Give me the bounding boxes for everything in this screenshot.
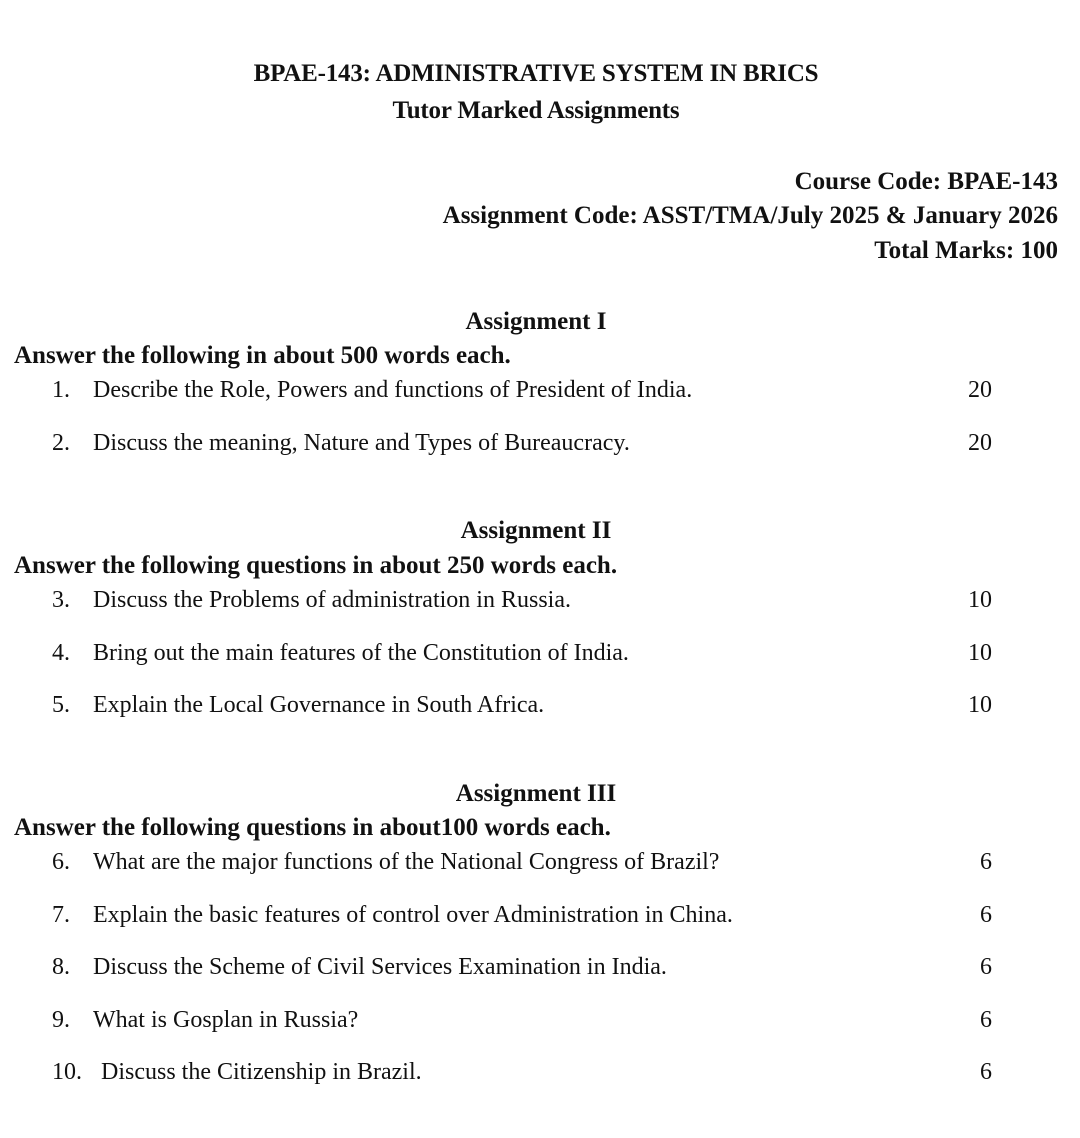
question-marks: 6 — [980, 1059, 992, 1085]
question-row — [52, 692, 992, 722]
document-title: BPAE-143: ADMINISTRATIVE SYSTEM IN BRICS — [253, 60, 819, 87]
section-instruction-assignment-3: Answer the following questions in about100 words each. — [14, 814, 611, 841]
question-marks: 6 — [980, 902, 992, 928]
question-number: 4. — [52, 640, 70, 666]
question-row — [52, 954, 992, 984]
question-text: What are the major functions of the National Congress of Brazil? — [93, 849, 720, 875]
question-text: Discuss the meaning, Nature and Types of Bureaucracy. — [93, 430, 630, 456]
total-marks: Total Marks: 100 — [874, 237, 1058, 264]
question-number: 8. — [52, 954, 70, 980]
document-subtitle: Tutor Marked Assignments — [392, 97, 680, 124]
question-text: Discuss the Problems of administration in Russia. — [93, 587, 571, 613]
question-marks: 6 — [980, 954, 992, 980]
question-row — [52, 1059, 992, 1089]
section-heading-assignment-2: Assignment II — [460, 517, 612, 544]
question-text: Discuss the Scheme of Civil Services Examination in India. — [93, 954, 667, 980]
question-number: 9. — [52, 1007, 70, 1033]
question-marks: 20 — [968, 430, 992, 456]
question-text: What is Gosplan in Russia? — [93, 1007, 359, 1033]
question-row — [52, 587, 992, 617]
question-marks: 10 — [968, 692, 992, 718]
question-marks: 10 — [968, 587, 992, 613]
question-row — [52, 377, 992, 407]
assignment-code: Assignment Code: ASST/TMA/July 2025 & January 2026 — [442, 202, 1058, 229]
question-number: 7. — [52, 902, 70, 928]
section-heading-assignment-3: Assignment III — [455, 780, 617, 807]
question-row — [52, 430, 992, 460]
question-text: Explain the Local Governance in South Africa. — [93, 692, 545, 718]
question-row — [52, 1007, 992, 1037]
question-text: Discuss the Citizenship in Brazil. — [101, 1059, 422, 1085]
question-number: 6. — [52, 849, 70, 875]
question-row — [52, 640, 992, 670]
question-row — [52, 902, 992, 932]
section-instruction-assignment-2: Answer the following questions in about 250 words each. — [14, 552, 618, 579]
section-heading-assignment-1: Assignment I — [465, 308, 607, 335]
question-text: Explain the basic features of control over Administration in China. — [93, 902, 733, 928]
question-text: Bring out the main features of the Constitution of India. — [93, 640, 629, 666]
question-marks: 20 — [968, 377, 992, 403]
question-number: 10. — [52, 1059, 82, 1085]
question-text: Describe the Role, Powers and functions of President of India. — [93, 377, 693, 403]
section-instruction-assignment-1: Answer the following in about 500 words each. — [14, 342, 511, 369]
question-number: 1. — [52, 377, 70, 403]
course-code: Course Code: BPAE-143 — [794, 168, 1058, 195]
question-marks: 10 — [968, 640, 992, 666]
question-row — [52, 849, 992, 879]
question-marks: 6 — [980, 849, 992, 875]
question-number: 5. — [52, 692, 70, 718]
question-number: 2. — [52, 430, 70, 456]
question-marks: 6 — [980, 1007, 992, 1033]
question-number: 3. — [52, 587, 70, 613]
